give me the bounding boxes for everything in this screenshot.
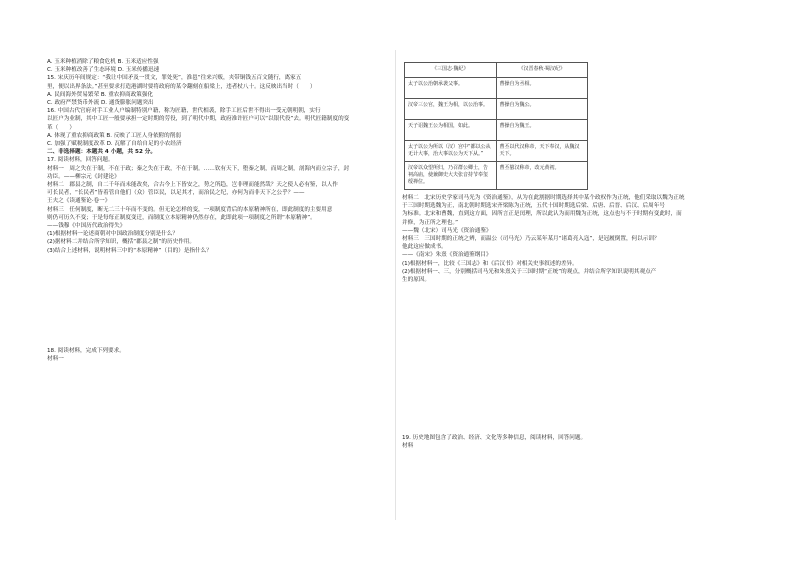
q15-stem-line1: 15. 宋庆历年间规定：“我让中国矛及一贯文，罪处死”，淮邕“往来兴贩，夹带铜钱五百文随行，离家五: [47, 75, 302, 82]
q18-question2-line1: (2)根据材料一、三，分别概括司马光和朱熹关于三国时期“正统”的观点，并结合所学知识说明其观点产: [402, 268, 657, 275]
table-cell: 汉帝以众望所归，乃召群公卿士，告祠高庙，使兼御史大夫张音持节奉玺绶禅位。: [405, 162, 497, 190]
q14-option-ab: A. 玉米种植消除了粮食危机 B. 玉米适应性强: [47, 59, 159, 65]
q17-title: 17. 阅读材料，回答问题。: [47, 157, 114, 164]
column-divider: [395, 50, 396, 520]
q17-material1-source: 功臣。——柳宗元《封建论》: [47, 173, 120, 180]
q16-option-ab: A. 体现了重农抑商政策 B. 反映了工匠人身依附的削弱: [47, 132, 181, 139]
table-header-cell: 《汉晋春秋·蜀汉纪》: [496, 63, 588, 78]
q16-stem-line1: 16. 中国古代官府对手工业人户编制特别户籍，称为匠籍，世代相袭，除手工匠后世不得出一受元朝明朝，实行: [47, 108, 321, 115]
table-row: [405, 162, 588, 190]
q18-question1: (1)根据材料一，比较《三国志》和《后汉书》对相关史事叙述的差异。: [402, 260, 578, 267]
left-column: [47, 58, 389, 363]
table-cell: 曹丕以代汉称帝，天下奉汉，从魏汉天下。: [496, 141, 588, 162]
table-row: [405, 78, 588, 99]
table-header-cell: 《三国志·魏纪》: [405, 63, 497, 78]
q17-material2-line2: 可长民者，“长民者”皆着管自他们（众）管臣民，以足其才，而治民之纪，亦何为而非天下之公乎？——: [47, 190, 305, 197]
table-header-row: [405, 63, 588, 78]
q18-title: 18. 阅读材料，完成下列要求。: [47, 347, 125, 354]
q19-title: 19. 历史地图包含了政治、经济、文化等多种信息，阅读材料，回答问题。: [402, 435, 587, 442]
q15-stem-line2: 里，便以出界条法。”甚至要求打造港湖时要将政府的某令翻刻在船梁上，违者杖八十。这反映出当时（ ）: [47, 83, 316, 90]
q16-option-cd: C. 加强了赋税制度改革 D. 瓦解了自给自足的小农经济: [47, 141, 182, 148]
table-row: [405, 120, 588, 141]
q18-material2-source: ——魏（北宋）司马光《资治通鉴》: [402, 227, 492, 234]
q16-stem-line3: 革（ ）: [47, 124, 75, 131]
q18-material2-line3: 为标准。北宋和曹魏，直到这方面，因所言正是闰理，所以此认为而用魏为正统，这点也与不于时期有变此时，而: [402, 211, 682, 218]
table-cell: 曹操自为魏公。: [496, 99, 588, 120]
q19-material-label: 材料: [402, 443, 414, 450]
q18-material2-line4: 并修，为正所之理也。”: [402, 219, 459, 226]
q17-question2: (2)据材料二并结合所学知识，概括“郡县之制”的历史作用。: [47, 239, 195, 246]
q17-material3-line1: 材料三 任何制度，断无二三十年而不变的。但无论怎样的变，一项制度背后的本原精神所在，即此制度的主要用意: [47, 206, 333, 213]
q18-material3-line1: 材料三 三国时期的正统之辨，而温公（司马光）乃云某年某月“诸葛亮入寇”，是冠履倒置，何以示训？: [402, 236, 660, 243]
table-cell: 天子诏魏王公为相国，如此。: [405, 120, 497, 141]
q18-material3-source: ——《南宋》朱熹《资治通鉴纲目》: [402, 252, 492, 259]
q15-option-cd: C. 政府严禁货币外流 D. 通货膨胀问题突出: [47, 100, 154, 107]
q17-material1-line1: 材料一 周之失在于制，不在于政；秦之失在于政，不在于制。……钦有天下，堕秦之制，而周之制，剖海内而立宗子，封: [47, 165, 350, 172]
q16-stem-line2: 以匠户为业制，其中工匠一般要承担一定时期的劳役，到了明代中期，政府准许匠户可以“以银代役”去。明代匠籍制度的变: [47, 116, 350, 123]
q18-material1-label: 材料一: [47, 356, 64, 363]
q15-option-ab: A. 民间海外贸易繁荣 B. 重农抑商政策强化: [47, 91, 153, 98]
table-cell: 曹操自为丞相。: [496, 78, 588, 99]
section-title: 二、非选择题：本题共 4 小题，共 52 分。: [47, 149, 156, 156]
q17-material3-source: ——钱穆《中国历代政治得失》: [47, 223, 126, 230]
table-cell: 曹丕篡汉称帝，改元黄初。: [496, 162, 588, 190]
right-column: [402, 58, 747, 451]
q17-question1: (1)根据材料一论述商朝对中国政治制度分别是什么？: [47, 231, 178, 238]
q14-option-cd: C. 玉米种植改善了生态环境 D. 玉米传播迅速: [47, 67, 160, 74]
q18-question2-line2: 生的原因。: [402, 277, 430, 284]
table-cell: 曹操自为魏王。: [496, 120, 588, 141]
q17-material2-source: 王夫之《读通鉴论·卷一》: [47, 198, 111, 205]
table-cell: 太子以公治朝承袭父事。: [405, 78, 497, 99]
table-cell: 太子以公为所以（汉）宫中“都以公从无计大事，治大事以公为天下从。”: [405, 141, 497, 162]
q17-question3: (3)结合上述材料，说明材料三中的“本原精神”（目的）是指什么？: [47, 247, 212, 254]
table-row: [405, 141, 588, 162]
table-row: [405, 99, 588, 120]
q17-material3-line2: 则仍可历久不变；于是每每正制度变迁，而制度立本原精神仍然存在，此即此项一项制度之所谓“本原精神”。: [47, 214, 316, 221]
q17-material2-line1: 材料二 郡县之制，自二千年而未能改矣，合古今上下皆安之，势之所趋，岂非理而能然哉？天之使人必有鉴，以人作: [47, 182, 338, 189]
table-cell: 汉帝三公官，魏王为相，以公治事。: [405, 99, 497, 120]
q18-material2-line2: 于三国时期选魏为正，南北朝时期选宋齐梁陈为正统，五代十国时期选后梁、后唐、后晋、后汉、后周年号: [402, 203, 665, 210]
comparison-table: [404, 62, 588, 190]
q18-material2-line1: 材料二 北宋历史学家司马光为《资治通鉴》，从为在此割据时期选择其中某个政权作为正统，他们采取以魏为正统: [402, 195, 685, 201]
q18-material3-line2: 他此这应做成书。: [402, 244, 447, 251]
